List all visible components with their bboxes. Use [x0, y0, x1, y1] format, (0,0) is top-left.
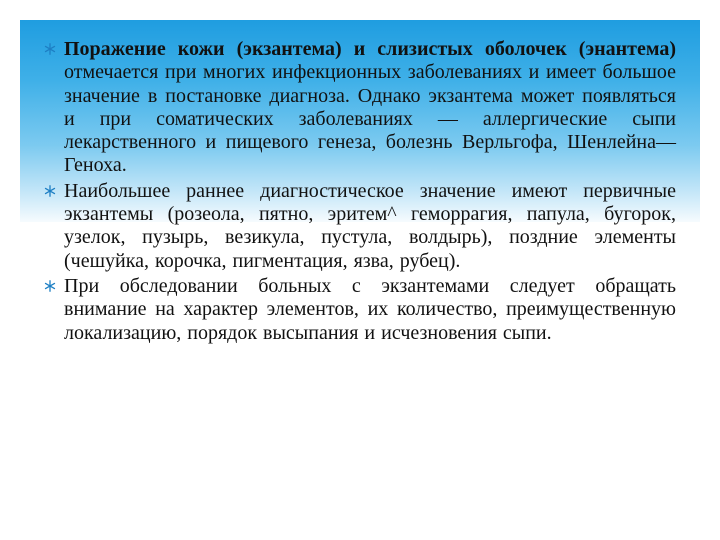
- asterisk-bullet-icon: [44, 280, 56, 292]
- bullet-list: [44, 38, 676, 345]
- bullet-item-1: [44, 38, 676, 178]
- bullet-1-text: отмечается при многих инфекционных заболеваниях и имеет большое значение в постановке диагноза. Однако экзантема может появляться и при соматических заболеваниях — аллергические сыпи лекарственного и пищевого генеза, болезнь Верльгофа, Шенлейна—Геноха.: [64, 61, 676, 177]
- bullet-3-text: При обследовании больных с экзантемами следует обращать внимание на характер элементов, их количество, преимущественную локализацию, порядок высыпания и исчезновения сыпи.: [64, 274, 676, 344]
- bullet-item-2: [44, 180, 676, 273]
- asterisk-bullet-icon: [44, 185, 56, 197]
- bullet-1-bold-lead: Поражение кожи (экзантема) и слизистых оболочек (энантема): [64, 38, 676, 60]
- bullet-item-3: [44, 275, 676, 345]
- bullet-2-text: Наибольшее раннее диагностическое значение имеют первичные экзантемы (розеола, пятно, эритем^ геморрагия, папула, бугорок, узелок, пузырь, везикула, пустула, волдырь), поздние элементы (чешуйка, корочка, пигментация, язва, рубец).: [64, 179, 676, 272]
- asterisk-bullet-icon: [44, 43, 56, 55]
